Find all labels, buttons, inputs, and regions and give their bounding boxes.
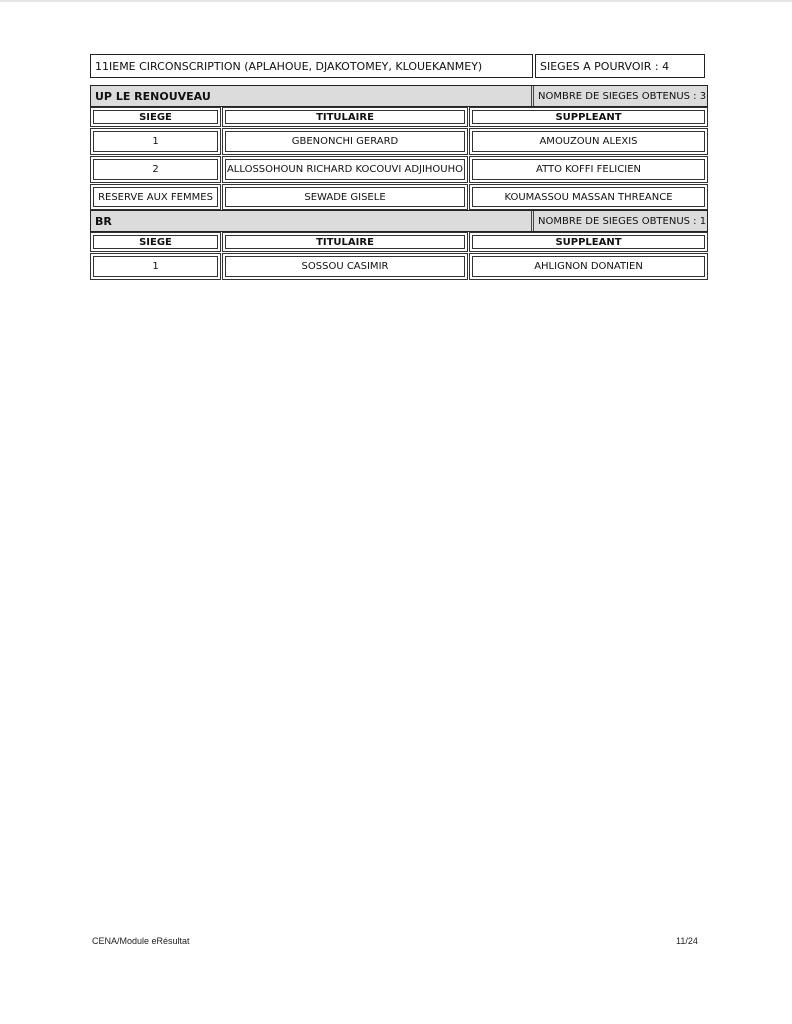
sieges-a-pourvoir: SIEGES A POURVOIR : 4 <box>535 54 705 78</box>
column-header-suppleant: SUPPLEANT <box>469 107 708 127</box>
footer-module-name: CENA/Module eRésultat <box>92 936 190 946</box>
table-row-suppleant: ATTO KOFFI FELICIEN <box>469 156 708 183</box>
sieges-obtenus: NOMBRE DE SIEGES OBTENUS : 1 <box>531 211 714 231</box>
circonscription-title: 11IEME CIRCONSCRIPTION (APLAHOUE, DJAKOTOMEY, KLOUEKANMEY) <box>90 54 533 78</box>
column-header-titulaire: TITULAIRE <box>222 107 468 127</box>
table-row-titulaire: ALLOSSOHOUN RICHARD KOCOUVI ADJIHOUHO <box>222 156 468 183</box>
table-row-suppleant: AHLIGNON DONATIEN <box>469 253 708 280</box>
table-row-suppleant: AMOUZOUN ALEXIS <box>469 128 708 155</box>
table-row-siege: 1 <box>90 253 221 280</box>
footer-page-number: 11/24 <box>676 936 698 946</box>
page-top-border <box>0 0 792 2</box>
column-header-suppleant: SUPPLEANT <box>469 232 708 252</box>
table-row-titulaire: SEWADE GISELE <box>222 184 468 210</box>
party-header-br <box>90 210 708 232</box>
party-header-up-le-renouveau <box>90 85 708 107</box>
sieges-obtenus: NOMBRE DE SIEGES OBTENUS : 3 <box>531 86 714 106</box>
table-row-titulaire: SOSSOU CASIMIR <box>222 253 468 280</box>
table-row-titulaire: GBENONCHI GERARD <box>222 128 468 155</box>
table-row-siege: 2 <box>90 156 221 183</box>
column-header-siege: SIEGE <box>90 232 221 252</box>
party-name: BR <box>95 214 112 228</box>
column-header-titulaire: TITULAIRE <box>222 232 468 252</box>
column-header-siege: SIEGE <box>90 107 221 127</box>
party-name: UP LE RENOUVEAU <box>95 89 211 103</box>
table-row-siege: 1 <box>90 128 221 155</box>
table-row-siege: RESERVE AUX FEMMES <box>90 184 221 210</box>
table-row-suppleant: KOUMASSOU MASSAN THREANCE <box>469 184 708 210</box>
